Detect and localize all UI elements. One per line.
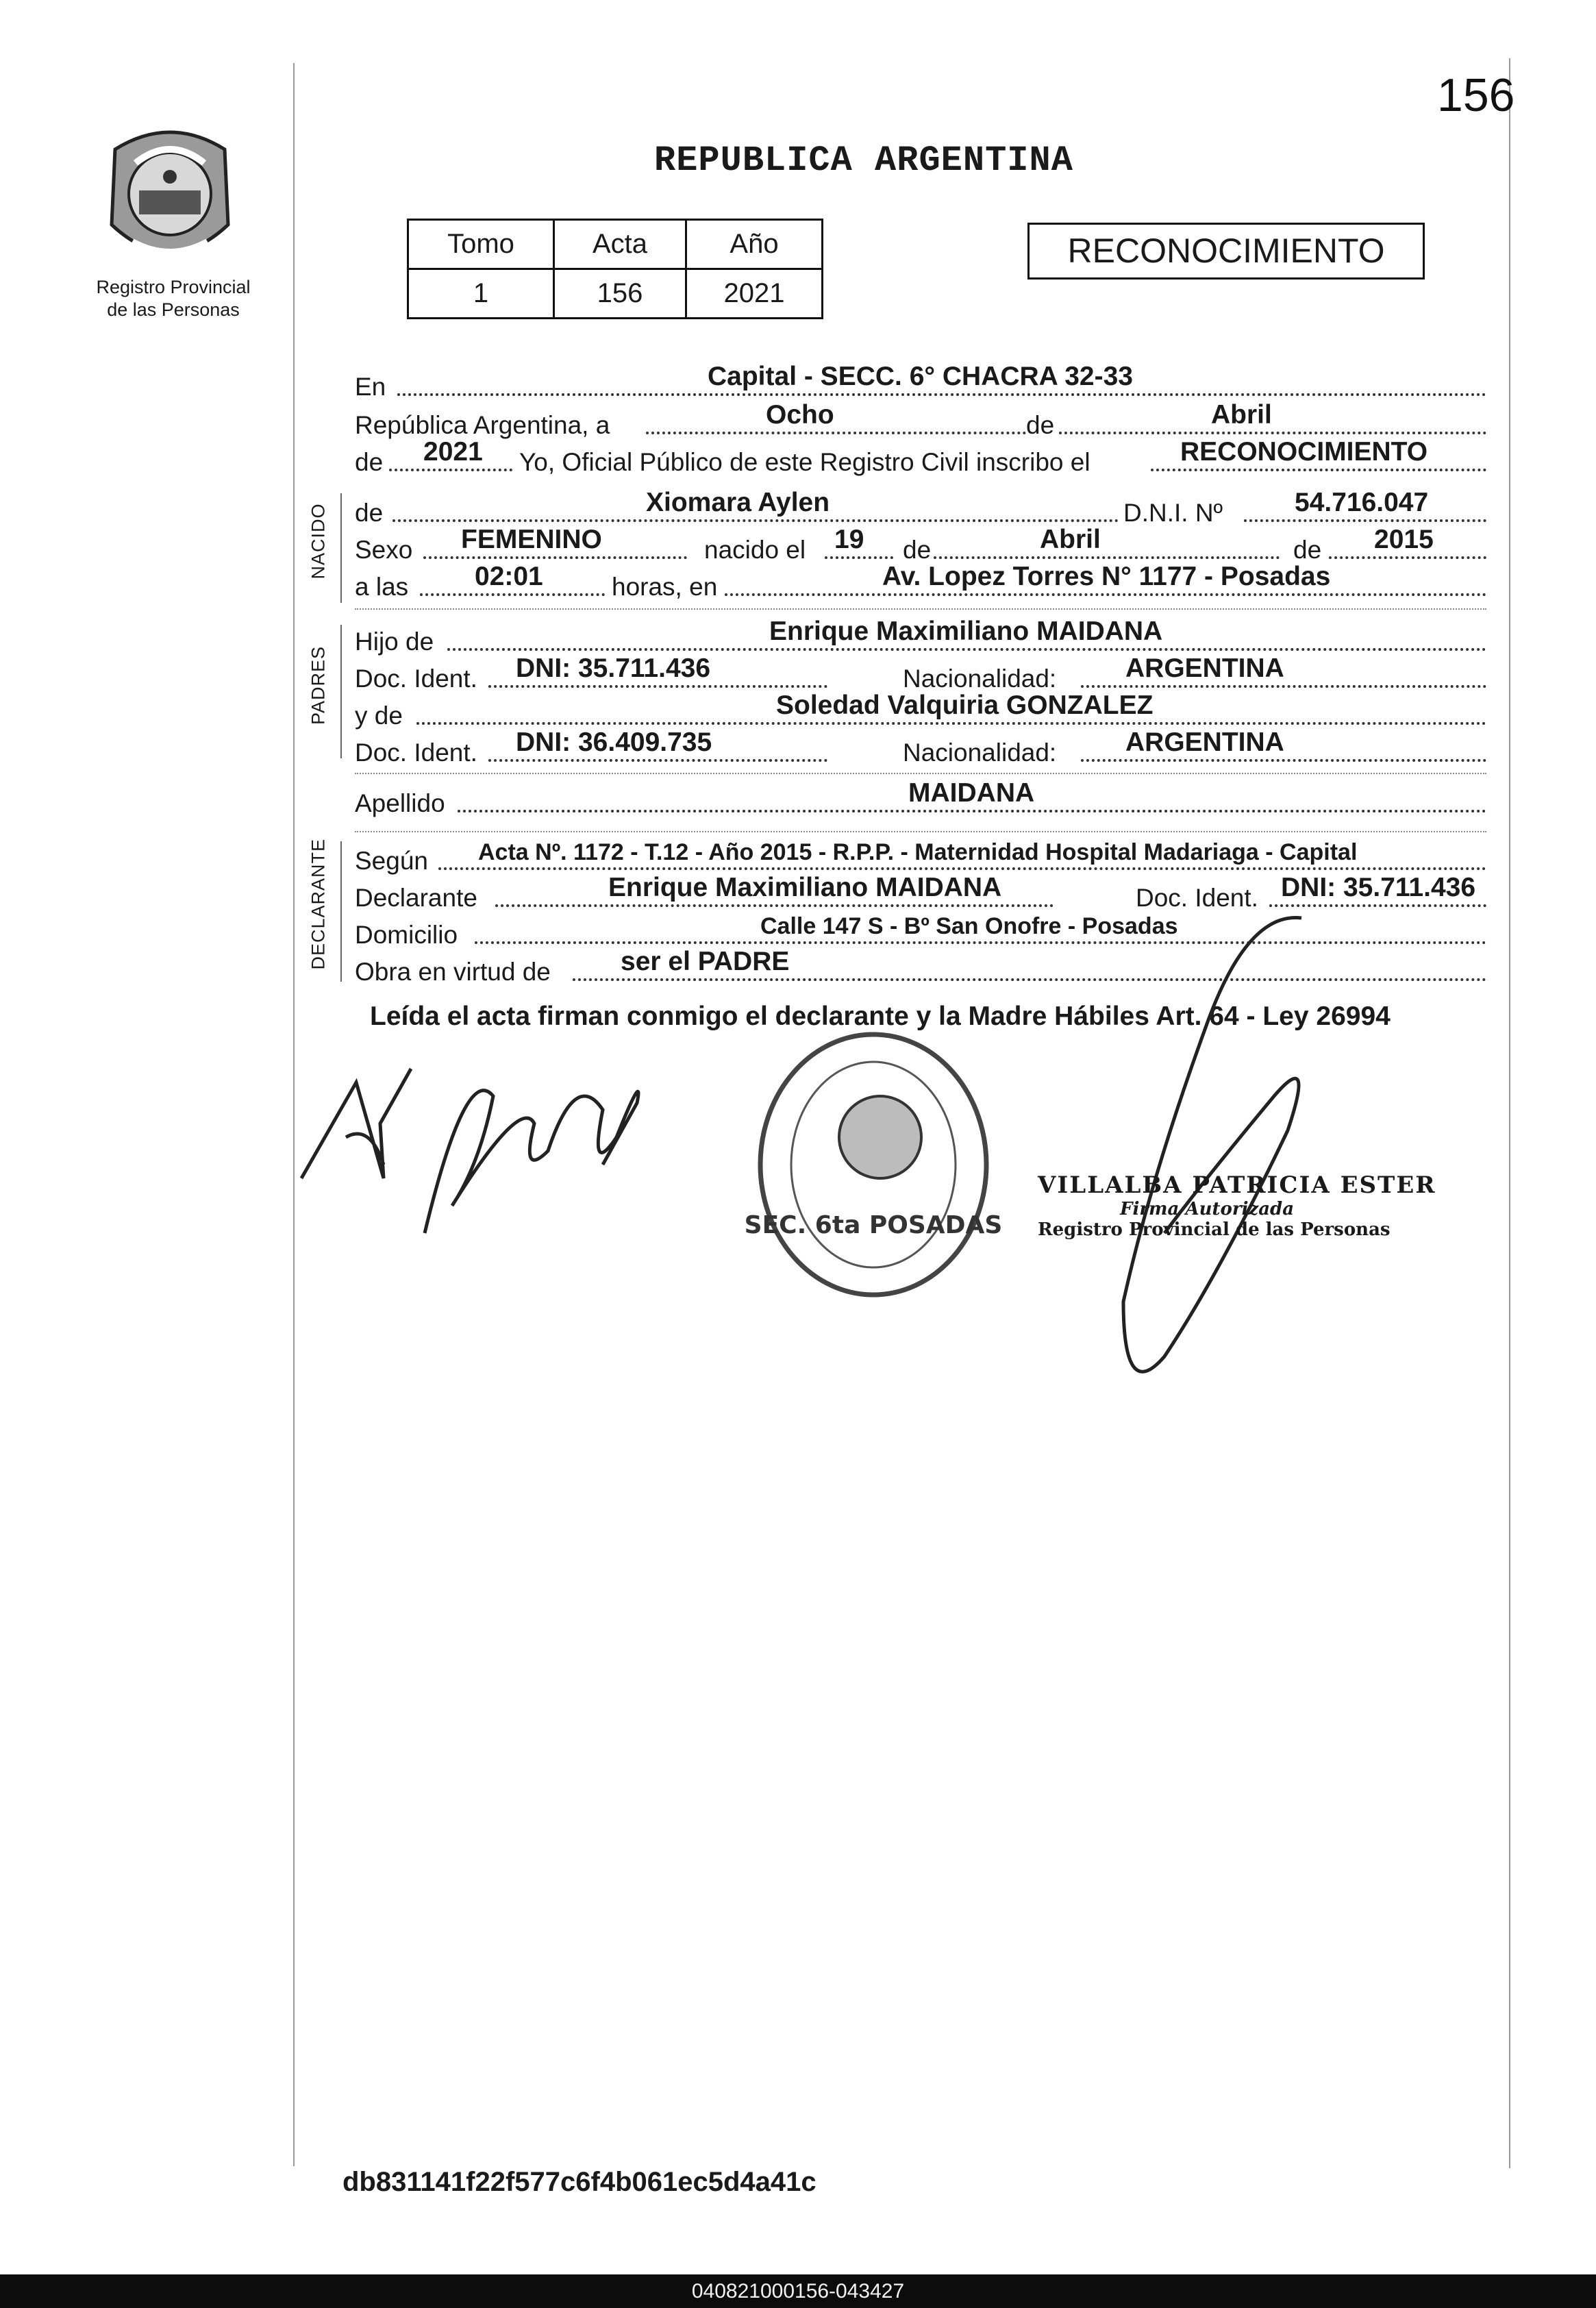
- footer-barcode-strip: 040821000156-043427: [0, 2274, 1596, 2308]
- mother-nationality-value: ARGENTINA: [1125, 728, 1284, 757]
- official-signature: [1123, 917, 1301, 1372]
- side-label-nacido: NACIDO: [308, 503, 329, 580]
- father-nationality-value: ARGENTINA: [1125, 654, 1284, 683]
- yde-label: y de: [355, 702, 403, 730]
- logo-caption-line2: de las Personas: [107, 299, 240, 320]
- day-value: Ocho: [766, 400, 834, 430]
- svg-text:SEC. 6ta POSADAS: SEC. 6ta POSADAS: [744, 1211, 1003, 1239]
- declarante-label: Declarante: [355, 884, 477, 912]
- obra-label: Obra en virtud de: [355, 958, 551, 986]
- nacionalidad-label: Nacionalidad:: [903, 739, 1057, 767]
- nacido-label: nacido el: [704, 536, 806, 564]
- dni-label: D.N.I. Nº: [1123, 499, 1223, 527]
- closing-statement: Leída el acta firman conmigo el declarante y la Madre Hábiles Art. 64 - Ley 26994: [370, 1002, 1391, 1031]
- mother-name-value: Soledad Valquiria GONZALEZ: [776, 691, 1154, 720]
- sex-value: FEMENINO: [461, 525, 602, 554]
- alas-label: a las: [355, 573, 409, 601]
- father-name-value: Enrique Maximiliano MAIDANA: [769, 617, 1163, 646]
- logo-caption-line1: Registro Provincial: [96, 277, 251, 297]
- horas-label: horas, en: [612, 573, 718, 601]
- birth-year-value: 2015: [1374, 525, 1434, 554]
- declarant-signature: [301, 1069, 411, 1178]
- act-reason-value: ser el PADRE: [621, 947, 790, 976]
- document-title: REPUBLICA ARGENTINA: [654, 140, 1073, 181]
- birth-place-value: Av. Lopez Torres N° 1177 - Posadas: [882, 562, 1331, 591]
- declarant-doc-value: DNI: 35.711.436: [1281, 873, 1476, 902]
- de-label: de: [355, 448, 384, 476]
- yo-label: Yo, Oficial Público de este Registro Civil inscribo el: [519, 448, 1090, 476]
- de-label: de: [1293, 536, 1322, 564]
- official-role: Firma Autorizada: [1120, 1199, 1295, 1219]
- record-type-box: RECONOCIMIENTO: [1027, 223, 1425, 280]
- birth-day-value: 19: [834, 525, 864, 554]
- domicilio-label: Domicilio: [355, 921, 458, 949]
- value-anio: 2021: [686, 269, 823, 319]
- nacionalidad-label: Nacionalidad:: [903, 665, 1057, 693]
- en-label: En: [355, 373, 386, 401]
- sexo-label: Sexo: [355, 536, 413, 564]
- father-doc-value: DNI: 35.711.436: [516, 654, 711, 683]
- side-label-padres: PADRES: [308, 645, 329, 725]
- hijo-label: Hijo de: [355, 628, 434, 656]
- declarant-name-value: Enrique Maximiliano MAIDANA: [608, 873, 1002, 902]
- segun-label: Según: [355, 847, 428, 875]
- doc-ident-label: Doc. Ident.: [355, 665, 477, 693]
- child-name-value: Xiomara Aylen: [646, 488, 830, 517]
- doc-ident-label: Doc. Ident.: [1136, 884, 1258, 912]
- year-value: 2021: [423, 437, 483, 467]
- value-tomo: 1: [408, 269, 554, 319]
- value-acta: 156: [554, 269, 686, 319]
- doc-ident-label: Doc. Ident.: [355, 739, 477, 767]
- page-number: 156: [1437, 69, 1515, 121]
- registry-stamp: [745, 1034, 1003, 1295]
- de-label: de: [355, 499, 384, 527]
- apellido-label: Apellido: [355, 789, 445, 817]
- official-office: Registro Provincial de las Personas: [1038, 1219, 1391, 1240]
- header-tomo: Tomo: [408, 220, 554, 269]
- month-value: Abril: [1211, 400, 1272, 430]
- header-acta: Acta: [554, 220, 686, 269]
- birth-month-value: Abril: [1040, 525, 1101, 554]
- inscription-type-value: RECONOCIMIENTO: [1180, 437, 1428, 467]
- segun-value: Acta Nº. 1172 - T.12 - Año 2015 - R.P.P. - Maternidad Hospital Madariaga - Capital: [478, 839, 1358, 865]
- document-hash: db831141f22f577c6f4b061ec5d4a41c: [342, 2167, 816, 2197]
- republica-label: República Argentina, a: [355, 411, 610, 439]
- address-value: Calle 147 S - Bº San Onofre - Posadas: [760, 913, 1178, 939]
- official-name: VILLALBA PATRICIA ESTER: [1038, 1171, 1436, 1199]
- place-value: Capital - SECC. 6° CHACRA 32-33: [708, 362, 1133, 391]
- surname-value: MAIDANA: [908, 778, 1035, 808]
- mother-doc-value: DNI: 36.409.735: [516, 728, 712, 757]
- mother-signature: [425, 1091, 638, 1233]
- authorized-official-stamp: [1038, 1171, 1436, 1240]
- child-dni-value: 54.716.047: [1295, 488, 1429, 517]
- birth-time-value: 02:01: [475, 562, 543, 591]
- header-anio: Año: [686, 220, 823, 269]
- de-label: de: [1026, 411, 1055, 439]
- de-label: de: [903, 536, 932, 564]
- side-label-declarante: DECLARANTE: [308, 838, 329, 970]
